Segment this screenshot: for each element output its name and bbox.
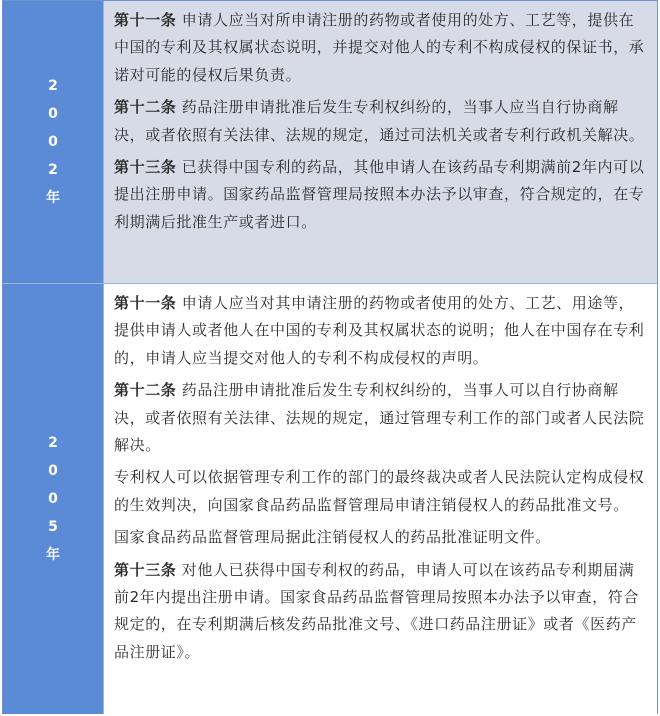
- table-row-2005: [3, 283, 657, 714]
- article-number: 第十三条: [114, 560, 177, 579]
- year-label: [46, 429, 60, 569]
- article-paragraph: [114, 7, 649, 89]
- article-text: 申请人应当对所申请注册的药物或者使用的处方、工艺等，提供在中国的专利及其权属状态说明，并提交对他人的专利不构成侵权的保证书，承诺对可能的侵权后果负责。: [114, 11, 645, 84]
- table-row-2002: [3, 1, 657, 283]
- year-char: 年: [46, 547, 60, 563]
- year-char: 0: [48, 463, 58, 479]
- content-cell-2002: [103, 1, 657, 283]
- article-number: 第十一条: [114, 11, 177, 29]
- regulation-comparison-table: [2, 0, 658, 714]
- article-paragraph: [114, 557, 649, 667]
- article-text: 药品注册申请批准后发生专利权纠纷的，当事人可以自行协商解决，或者依照有关法律、法规的规定，通过管理专利工作的部门或者人民法院解决。: [114, 381, 645, 455]
- year-char: 2: [48, 162, 58, 178]
- article-text: 药品注册申请批准后发生专利权纠纷的，当事人应当自行协商解决，或者依照有关法律、法规的规定，通过司法机关或者专利行政机关解决。: [114, 98, 645, 144]
- year-char: 0: [48, 491, 58, 507]
- year-char: 2: [48, 435, 58, 451]
- year-char: 5: [48, 519, 58, 535]
- year-char: 年: [46, 190, 60, 206]
- article-number: 第十三条: [114, 158, 177, 177]
- year-cell-2002: [3, 1, 103, 283]
- year-char: 2: [48, 78, 58, 94]
- article-text: 申请人应当对其申请注册的药物或者使用的处方、工艺、用途等，提供申请人或者他人在中国的专利及其权属状态的说明；他人在中国存在专利的，申请人应当提交对他人的专利不构成侵权的声明。: [114, 294, 645, 367]
- article-text: 国家食品药品监督管理局据此注销侵权人的药品批准证明文件。: [114, 528, 551, 547]
- content-cell-2005: [103, 284, 657, 714]
- article-paragraph: [114, 377, 649, 459]
- article-text: 专利权人可以依据管理专利工作的部门的最终裁决或者人民法院认定构成侵权的生效判决，向国家食品药品监督管理局申请注销侵权人的药品批准文号。: [114, 468, 645, 514]
- year-char: 0: [48, 134, 58, 150]
- article-paragraph: [114, 94, 649, 149]
- article-number: 第十二条: [114, 98, 177, 117]
- year-label: [46, 72, 60, 212]
- article-text: 已获得中国专利的药品，其他申请人在该药品专利期满前2年内可以提出注册申请。国家药品监督管理局按照本办法予以审查，符合规定的，在专利期满后批准生产或者进口。: [114, 158, 645, 231]
- article-text: 对他人已获得中国专利权的药品，申请人可以在该药品专利期届满前2年内提出注册申请。国家食品药品监督管理局按照本办法予以审查，符合规定的，在专利期满后核发药品批准文号、《进口药品注册证》或者《医药产品注册证》。: [114, 560, 639, 661]
- article-paragraph: [114, 524, 649, 551]
- article-number: 第十一条: [114, 294, 177, 312]
- year-char: 0: [48, 106, 58, 122]
- article-paragraph: [114, 290, 649, 372]
- article-paragraph: [114, 154, 649, 236]
- year-cell-2005: [3, 284, 103, 714]
- article-number: 第十二条: [114, 381, 177, 400]
- article-paragraph: [114, 464, 649, 519]
